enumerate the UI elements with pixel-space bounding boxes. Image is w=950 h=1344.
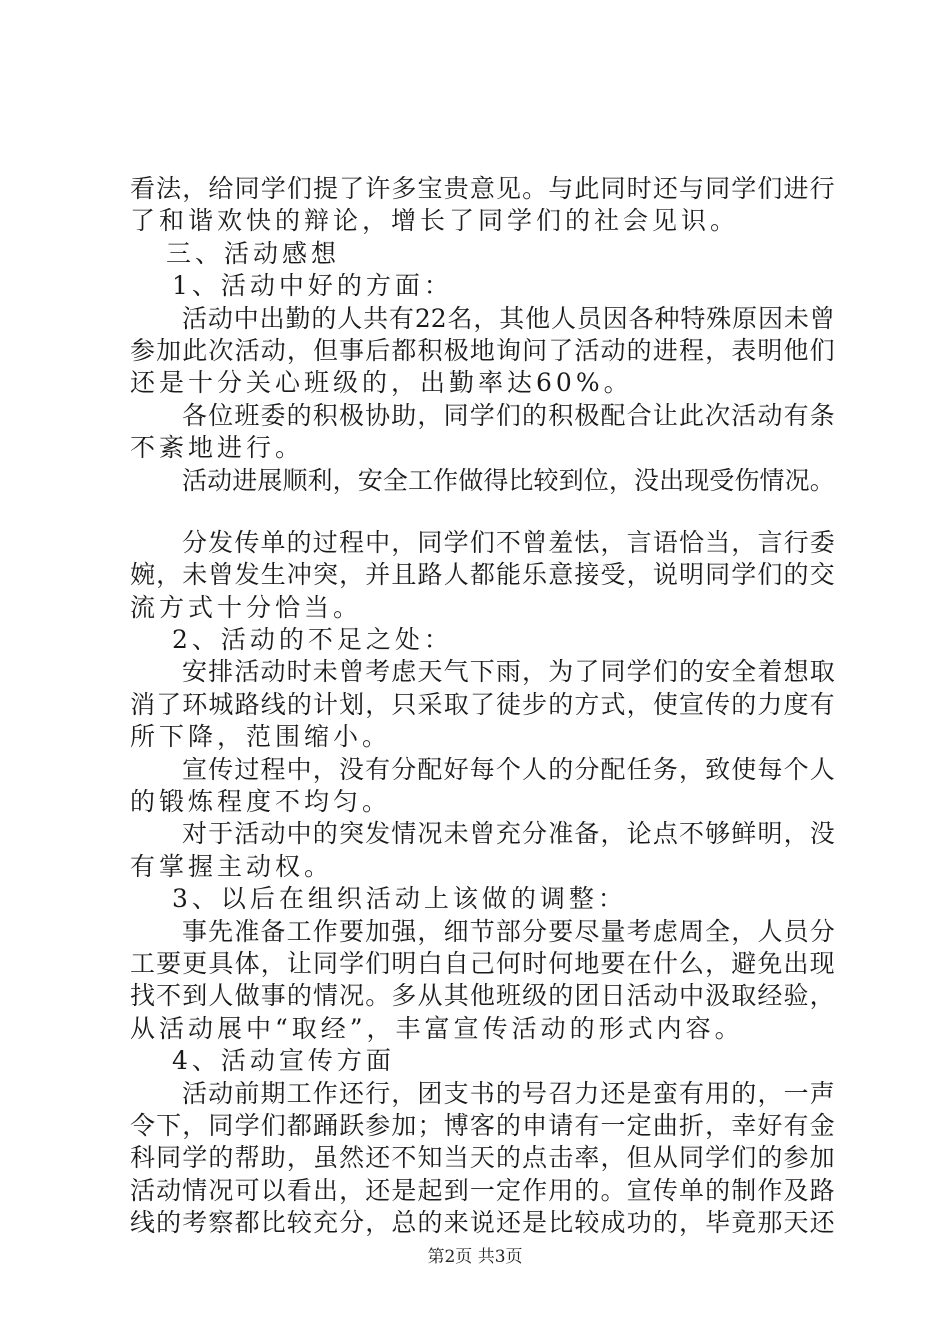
text-line: 科 同 学 的 帮 助 ， 虽 然 还 不 知 当 天 的 点 击 率 ， 但 从 同 学 们 的 参 加 — [130, 1143, 835, 1173]
text-line: 工 要 更 具 体 ， 让 同 学 们 明 白 自 己 何 时 何 地 要 在 什 么 ， 避 免 出 现 — [130, 948, 835, 978]
text-line: 线 的 考 察 都 比 较 充 分 ， 总 的 来 说 还 是 比 较 成 功 的 ， 毕 竟 那 天 还 — [130, 1208, 835, 1238]
text-line: 所下降，范围缩小。 — [130, 722, 392, 752]
text-line: 了和谐欢快的辩论，增长了同学们的社会见识。 — [130, 206, 740, 236]
text-line: 有掌握主动权。 — [130, 851, 334, 881]
text-line: 对 于 活 动 中 的 突 发 情 况 未 曾 充 分 准 备 ， 论 点 不 够 鲜 明 ， 没 — [182, 819, 835, 849]
text-line: 活 动 中 出 勤 的 人 共 有 22 名 ， 其 他 人 员 因 各 种 特 殊 原 因 未 曾 — [182, 303, 835, 333]
text-line: 分 发 传 单 的 过 程 中 ， 同 学 们 不 曾 羞 怯 ， 言 语 恰 当 ， 言 行 委 — [182, 527, 835, 557]
text-line: 找 不 到 人 做 事 的 情 况 。 多 从 其 他 班 级 的 团 日 活 动 中 汲 取 经 验 ， — [130, 981, 835, 1011]
text-line: 还是十分关心班级的，出勤率达60%。 — [130, 368, 633, 398]
text-line: 看 法 ， 给 同 学 们 提 了 许 多 宝 贵 意 见 。 与 此 同 时 还 与 同 学 们 进 行 — [130, 174, 835, 203]
text-line: 各 位 班 委 的 积 极 协 助 ， 同 学 们 的 积 极 配 合 让 此 次 活 动 有 条 — [182, 400, 835, 430]
text-line: 安 排 活 动 时 未 曾 考 虑 天 气 下 雨 ， 为 了 同 学 们 的 安 全 着 想 取 — [182, 657, 835, 687]
text-line: 不紊地进行。 — [130, 433, 305, 463]
text-line: 2、活动的不足之处： — [172, 625, 453, 655]
text-line: 活 动 进 展 顺 利 ， 安 全 工 作 做 得 比 较 到 位 ， 没 出 现 受 伤 情 况 。 — [182, 465, 835, 495]
text-line: 1、活动中好的方面： — [172, 271, 453, 301]
text-line: 流方式十分恰当。 — [130, 592, 363, 622]
text-line: 4、活动宣传方面 — [172, 1046, 395, 1076]
text-line: 活 动 情 况 可 以 看 出 ， 还 是 起 到 一 定 作 用 的 。 宣 传 单 的 制 作 及 路 — [130, 1175, 835, 1205]
text-line: 从活动展中“取经”，丰富宣传活动的形式内容。 — [130, 1013, 744, 1043]
text-line: 令 下 ， 同 学 们 都 踊 跃 参 加 ； 博 客 的 申 请 有 一 定 曲 折 ， 幸 好 有 金 — [130, 1110, 835, 1140]
blank-line — [130, 497, 835, 527]
text-line: 宣 传 过 程 中 ， 没 有 分 配 好 每 个 人 的 分 配 任 务 ， 致 使 每 个 人 — [182, 754, 835, 784]
document-body — [130, 173, 835, 1240]
text-line: 事 先 准 备 工 作 要 加 强 ， 细 节 部 分 要 尽 量 考 虑 周 全 ， 人 员 分 — [182, 916, 835, 946]
text-line: 婉 ， 未 曾 发 生 冲 突 ， 并 且 路 人 都 能 乐 意 接 受 ， 说 明 同 学 们 的 交 — [130, 560, 835, 590]
text-line: 三、活动感想 — [166, 238, 341, 268]
text-line: 的锻炼程度不均匀。 — [130, 787, 392, 817]
text-line: 活 动 前 期 工 作 还 行 ， 团 支 书 的 号 召 力 还 是 蛮 有 用 的 ， 一 声 — [182, 1078, 835, 1108]
text-line: 消 了 环 城 路 线 的 计 划 ， 只 采 取 了 徒 步 的 方 式 ， 使 宣 传 的 力 度 有 — [130, 689, 835, 719]
text-line: 参 加 此 次 活 动 ， 但 事 后 都 积 极 地 询 问 了 活 动 的 进 程 ， 表 明 他 们 — [130, 335, 835, 365]
page-footer: 第2页 共3页 — [427, 1247, 523, 1267]
text-line: 3、以后在组织活动上该做的调整： — [172, 884, 627, 914]
